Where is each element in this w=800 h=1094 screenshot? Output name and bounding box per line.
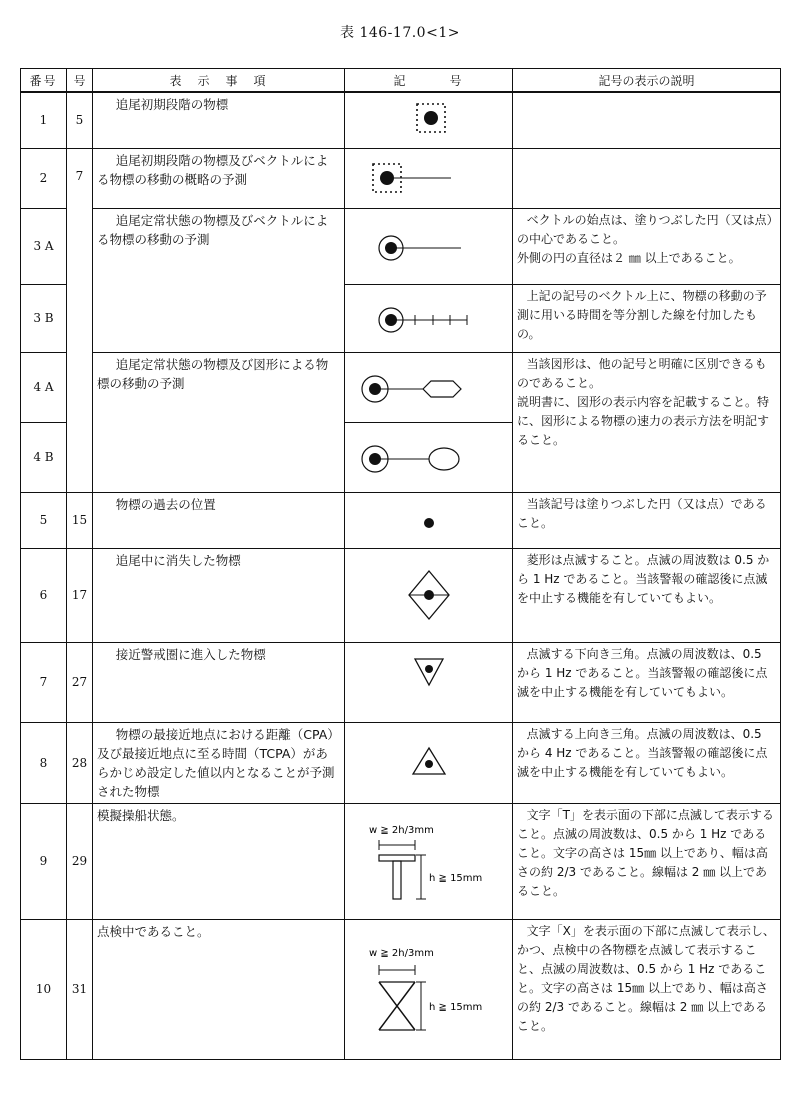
row-number: 3 B xyxy=(21,284,67,352)
row-item: 追尾初期段階の物標及びベクトルによる物標の移動の概略の予測 xyxy=(93,148,345,208)
row-symbol xyxy=(345,492,513,548)
row-item: 模擬操船状態。 xyxy=(93,803,345,919)
vector-time-ticks-symbol xyxy=(349,290,509,346)
header-number: 番号 xyxy=(21,69,67,93)
row-symbol xyxy=(345,548,513,642)
row-symbol xyxy=(345,722,513,803)
row-symbol xyxy=(345,422,513,492)
row-number: 8 xyxy=(21,722,67,803)
row-item: 物標の過去の位置 xyxy=(93,492,345,548)
row-number: 1 xyxy=(21,92,67,148)
row-number: 2 xyxy=(21,148,67,208)
initial-target-vector-symbol xyxy=(349,151,509,205)
row-item: 追尾定常状態の物標及びベクトルによる物標の移動の予測 xyxy=(93,208,345,352)
row-description: 点滅する上向き三角。点滅の周波数は、0.5 から 4 Hz であること。当該警報の確認後に点滅を中止する機能を有していてもよい。 xyxy=(513,722,781,803)
down-triangle-symbol xyxy=(349,645,509,719)
row-description: 文字「X」を表示面の下部に点滅して表示し、かつ、点検中の各物標を点滅して表示すること、点滅の周波数は、0.5 から 1 Hz であること。文字の高さは 15㎜ 以上であり、幅は高さの約 2/3 であること。線幅は 2 ㎜ 以上であること。 xyxy=(513,919,781,1059)
row-ref: 17 xyxy=(67,548,93,642)
header-symbol: 記 号 xyxy=(345,69,513,93)
header-item: 表 示 事 項 xyxy=(93,69,345,93)
table-row xyxy=(21,642,781,722)
row-item: 接近警戒圏に進入した物標 xyxy=(93,642,345,722)
letter-x-symbol xyxy=(349,922,509,1056)
row-description: 文字「T」を表示面の下部に点滅して表示すること。点滅の周波数は、0.5 から 1 Hz であること。文字の高さは 15㎜ 以上であり、幅は高さの約 2/3 であること。線幅は 2 ㎜ 以上であること。 xyxy=(513,803,781,919)
row-symbol xyxy=(345,284,513,352)
table-row xyxy=(21,208,781,284)
row-ref: 31 xyxy=(67,919,93,1059)
row-item: 追尾初期段階の物標 xyxy=(93,92,345,148)
row-description xyxy=(513,352,781,492)
row-number: 6 xyxy=(21,548,67,642)
table-row xyxy=(21,803,781,919)
row-number: 4 A xyxy=(21,352,67,422)
target-hexagon-symbol xyxy=(349,359,509,415)
row-description: 菱形は点滅すること。点滅の周波数は 0.5 から 1 Hz であること。当該警報の確認後に点滅を中止する機能を有していてもよい。 xyxy=(513,548,781,642)
initial-target-symbol xyxy=(349,94,509,146)
row-number: 5 xyxy=(21,492,67,548)
row-ref: 15 xyxy=(67,492,93,548)
row-description xyxy=(513,148,781,208)
table-row xyxy=(21,492,781,548)
row-description: 当該記号は塗りつぶした円（又は点）であること。 xyxy=(513,492,781,548)
row-ref: 29 xyxy=(67,803,93,919)
row-number: 9 xyxy=(21,803,67,919)
width-dimension-label: w ≧ 2h/3mm xyxy=(368,825,434,836)
symbol-table xyxy=(20,68,781,1060)
row-ref: 5 xyxy=(67,92,93,148)
row-ref: 28 xyxy=(67,722,93,803)
row-symbol xyxy=(345,352,513,422)
row-description xyxy=(513,208,781,284)
lost-target-diamond-symbol xyxy=(349,551,509,639)
row-description: 上記の記号のベクトル上に、物標の移動の予測に用いる時間を等分割した線を付加したもの。 xyxy=(513,284,781,352)
height-dimension-label: h ≧ 15mm xyxy=(428,1002,482,1013)
row-number: 4 B xyxy=(21,422,67,492)
table-title: 表 146-17.0<1> xyxy=(340,25,460,41)
row-item: 物標の最接近地点における距離（CPA）及び最接近地点に至る時間（TCPA）があらかじめ設定した値以内となることが予測された物標 xyxy=(93,722,345,803)
row-number: 10 xyxy=(21,919,67,1059)
row-symbol xyxy=(345,919,513,1059)
row-symbol xyxy=(345,803,513,919)
row-description xyxy=(513,92,781,148)
header-row xyxy=(21,69,781,93)
row-symbol xyxy=(345,642,513,722)
past-position-dot-symbol xyxy=(349,495,509,545)
table-row xyxy=(21,919,781,1059)
row-ref: 7 xyxy=(67,148,93,492)
header-description: 記号の表示の説明 xyxy=(513,69,781,93)
width-dimension-label: w ≧ 2h/3mm xyxy=(368,948,434,959)
row-symbol xyxy=(345,92,513,148)
row-item: 追尾中に消失した物標 xyxy=(93,548,345,642)
description-line: 当該図形は、他の記号と明確に区別できるものであること。 説明書に、図形の表示内容を記載すること。特に、図形による物標の速力の表示方法を明記すること。 xyxy=(517,356,770,447)
height-dimension-label: h ≧ 15mm xyxy=(428,873,482,884)
row-item: 追尾定常状態の物標及び図形による物標の移動の予測 xyxy=(93,352,345,492)
table-row xyxy=(21,548,781,642)
table-row xyxy=(21,148,781,208)
tracked-target-vector-symbol xyxy=(349,216,509,276)
target-ellipse-symbol xyxy=(349,429,509,485)
letter-t-symbol xyxy=(349,805,509,917)
row-symbol xyxy=(345,148,513,208)
table-row xyxy=(21,92,781,148)
up-triangle-symbol xyxy=(349,726,509,800)
row-number: 7 xyxy=(21,642,67,722)
row-number: 3 A xyxy=(21,208,67,284)
description-line: ベクトルの始点は、塗りつぶした円（又は点）の中心であること。 外側の円の直径は２ ㎜ 以上であること。 xyxy=(517,212,773,265)
header-ref: 号 xyxy=(67,69,93,93)
row-symbol xyxy=(345,208,513,284)
row-description: 点滅する下向き三角。点滅の周波数は、0.5 から 1 Hz であること。当該警報の確認後に点滅を中止する機能を有していてもよい。 xyxy=(513,642,781,722)
table-row xyxy=(21,352,781,422)
table-row xyxy=(21,722,781,803)
row-ref: 27 xyxy=(67,642,93,722)
row-item: 点検中であること。 xyxy=(93,919,345,1059)
